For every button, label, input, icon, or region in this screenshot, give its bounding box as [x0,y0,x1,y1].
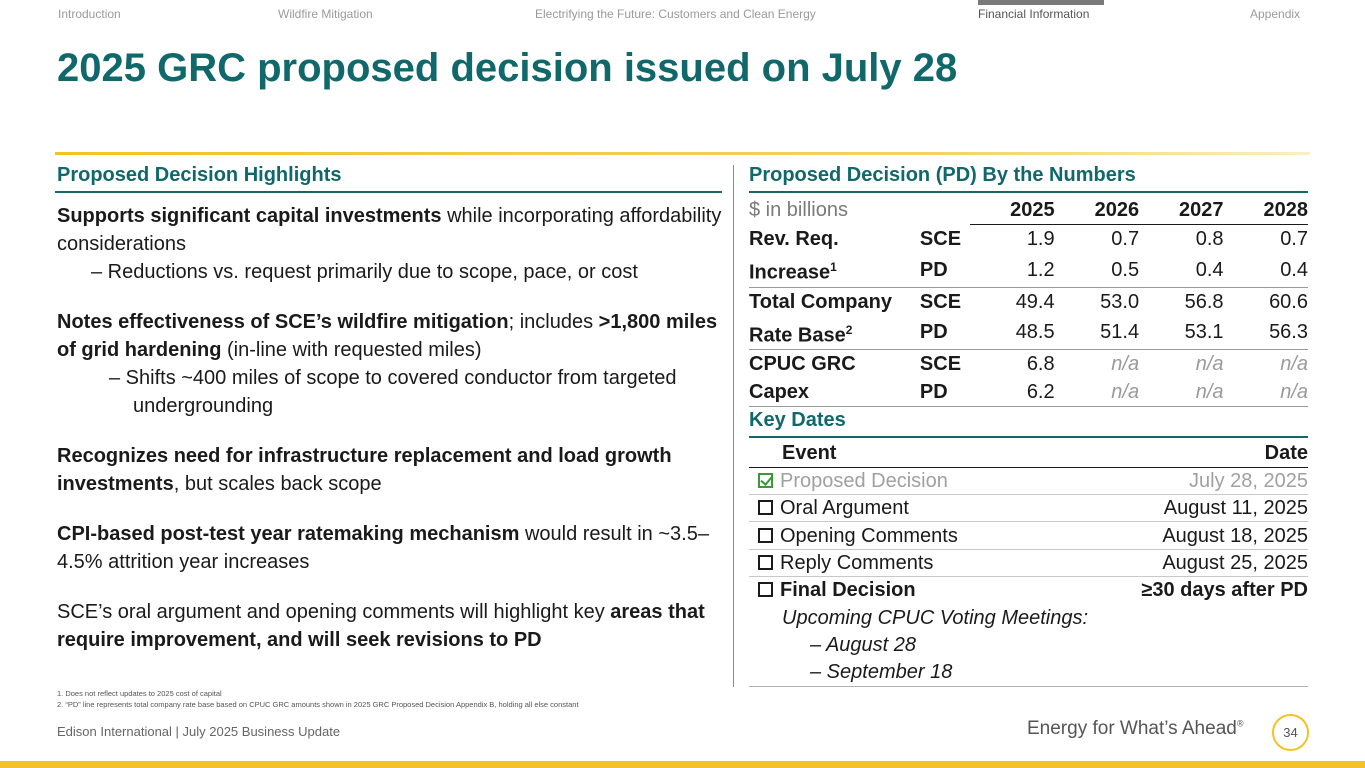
voting-meeting-item: – August 28 [810,634,917,656]
unchecked-checkbox-icon [758,500,773,515]
column-divider [733,165,734,687]
row-label: Increase$^1$ [749,253,920,287]
footer-source: Edison International | July 2025 Business Update [57,724,341,739]
table-cell: n/a [1195,353,1224,376]
active-section-indicator [978,0,1104,5]
table-cell: 0.5 [1055,253,1139,287]
table-cell: 0.4 [1224,253,1308,287]
table-row [749,350,1308,379]
highlight-wildfire-sub: – Shifts ~400 miles of scope to covered conductor from targeted undergrounding [109,367,677,417]
highlight-capital-sub: – Reductions vs. request primarily due to scope, pace, or cost [91,261,638,283]
table-cell: 0.8 [1139,225,1223,254]
key-dates-heading: Key Dates [749,409,846,431]
source-label: SCE [919,353,962,376]
table-cell: n/a [1111,353,1140,376]
row-label: Rev. Req. [749,227,839,250]
event-date: August 18, 2025 [1060,522,1308,549]
key-dates-table [749,440,1308,604]
highlight-capital: Supports significant capital investments while incorporating affordability considerations [57,205,722,255]
unit-label: $ in billions [749,199,848,222]
numbers-header-row [749,196,1308,225]
table-cell: 1.2 [970,253,1054,287]
highlight-cpi: CPI-based post-test year ratemaking mechanism would result in ~3.5–4.5% attrition year increases [57,523,709,573]
year-header: 2028 [1263,199,1308,221]
key-date-row [749,576,1308,603]
table-cell: 60.6 [1269,290,1308,313]
source-label: SCE [919,290,962,313]
table-cell: 49.4 [1015,290,1055,313]
key-dates-bottom-rule [749,686,1308,687]
key-dates-heading-rule [749,436,1308,438]
event-date: July 28, 2025 [1060,467,1308,494]
table-cell: 0.4 [1139,253,1223,287]
table-cell: 56.3 [1224,316,1308,350]
event-date: August 11, 2025 [1060,495,1308,522]
unchecked-checkbox-icon [758,582,773,597]
source-label: PD [920,253,970,287]
key-date-row [749,522,1308,549]
year-header: 2026 [1094,199,1140,221]
table-cell: 56.8 [1184,290,1224,313]
key-dates-header-row [749,440,1308,467]
highlights-heading: Proposed Decision Highlights [57,164,342,186]
event-name: Reply Comments [780,551,934,574]
title-divider [55,152,1310,155]
table-cell: 53.1 [1139,316,1223,350]
section-nav [0,0,1365,28]
key-date-row [749,549,1308,576]
voting-meetings [782,605,1088,686]
table-row [749,253,1308,287]
row-label: Total Company [749,290,892,313]
date-column-header: Date [1060,440,1308,467]
table-cell: 48.5 [970,316,1054,350]
event-name: Proposed Decision [780,469,948,492]
table-cell: 6.2 [970,378,1054,407]
event-column-header: Event [749,440,1060,467]
year-header: 2025 [1010,199,1055,221]
table-cell: n/a [1139,378,1223,407]
table-row [749,378,1308,407]
numbers-table [749,196,1308,407]
source-label: PD [920,316,970,350]
highlight-wildfire: Notes effectiveness of SCE’s wildfire mitigation; includes >1,800 miles of grid hardening (in-line with requested miles) [57,311,718,361]
row-label: CPUC GRC [749,353,856,376]
year-header: 2027 [1179,199,1224,221]
nav-appendix[interactable]: Appendix [1250,7,1301,21]
highlights-body [57,202,722,654]
event-name: Oral Argument [780,497,909,520]
key-date-row [749,495,1308,522]
table-cell: n/a [1280,353,1308,376]
bottom-accent-bar [0,761,1365,768]
numbers-heading-rule [749,191,1308,193]
table-row [749,316,1308,350]
row-label: Capex [749,378,920,407]
voting-meeting-item: – September 18 [810,661,953,683]
table-cell: 1.9 [970,225,1054,254]
table-cell: 0.7 [1224,225,1308,254]
table-cell: 0.7 [1055,225,1139,254]
table-row [749,225,1308,254]
table-cell: 51.4 [1055,316,1139,350]
nav-financial-information[interactable]: Financial Information [978,7,1090,21]
event-name: Opening Comments [780,524,958,547]
key-date-row [749,467,1308,494]
checked-checkbox-icon [758,473,773,488]
event-name: Final Decision [780,579,916,602]
nav-electrifying-the-future[interactable]: Electrifying the Future: Customers and Clean Energy [535,7,816,21]
unchecked-checkbox-icon [758,555,773,570]
highlight-oral-argument: SCE’s oral argument and opening comments will highlight key areas that require improvement, and will seek revisions to PD [57,601,705,651]
source-label: PD [920,378,970,407]
event-date: ≥30 days after PD [1141,579,1308,602]
highlight-infrastructure: Recognizes need for infrastructure replacement and load growth investments, but scales back scope [57,445,672,495]
table-cell: n/a [1224,378,1308,407]
event-date: August 25, 2025 [1060,549,1308,576]
source-label: SCE [919,227,962,250]
voting-meetings-title: Upcoming CPUC Voting Meetings: [782,607,1089,629]
nav-introduction[interactable]: Introduction [58,7,121,21]
page-number: 34 [1272,714,1309,751]
highlights-heading-rule [55,191,722,193]
numbers-heading: Proposed Decision (PD) By the Numbers [749,164,1136,186]
footnotes [57,688,579,710]
footnote: 1. Does not reflect updates to 2025 cost of capital [57,689,222,698]
page-title: 2025 GRC proposed decision issued on July 28 [57,46,958,90]
footnote: 2. “PD” line represents total company rate base based on CPUC GRC amounts shown in 2025 GRC Proposed Decision Appendix B, holding all else constant [57,700,579,709]
table-cell: n/a [1055,378,1139,407]
table-row [749,287,1308,316]
table-cell: 6.8 [1026,353,1055,376]
row-label: Rate Base$^2$ [749,316,920,350]
nav-wildfire-mitigation[interactable]: Wildfire Mitigation [278,7,373,21]
brand-tagline: Energy for What’s Ahead® [1027,718,1244,739]
table-cell: 53.0 [1100,290,1140,313]
unchecked-checkbox-icon [758,528,773,543]
